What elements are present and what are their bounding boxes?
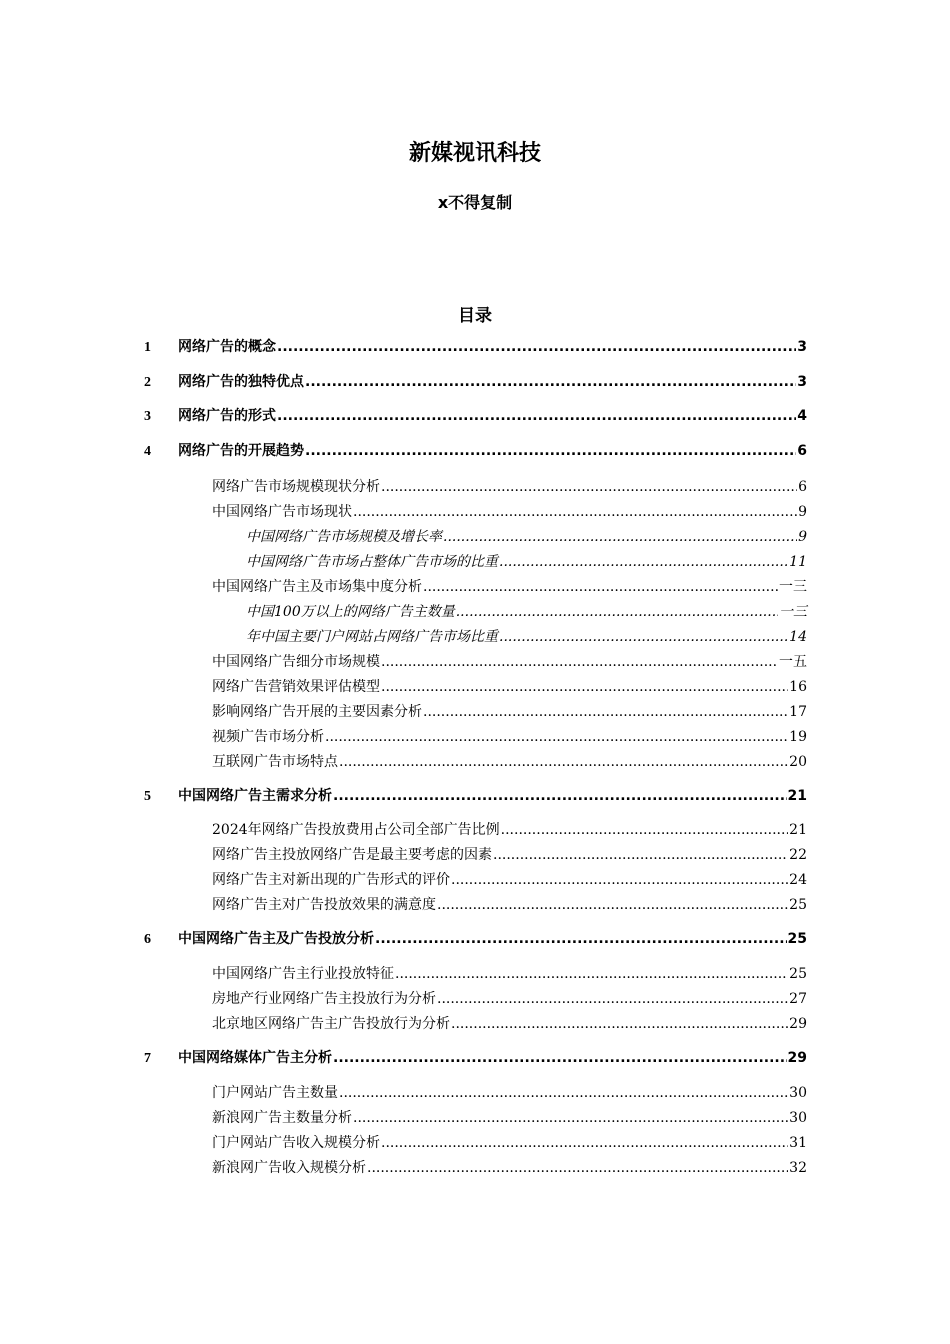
toc-dot-leader <box>381 679 788 695</box>
toc-page-number: 17 <box>789 704 807 720</box>
toc-entry-title: 房地产行业网络广告主投放行为分析 <box>212 991 436 1007</box>
toc-entry-title: 中国网络广告细分市场规模 <box>212 654 380 670</box>
toc-dot-leader <box>381 654 778 670</box>
toc-page-number: 30 <box>789 1110 807 1126</box>
toc-entry-title: 门户网站广告收入规模分析 <box>212 1135 380 1151</box>
toc-entry-title: 中国网络广告主及市场集中度分析 <box>212 579 422 595</box>
toc-entry[interactable] <box>144 405 807 427</box>
toc-page-number: 3 <box>797 339 807 355</box>
toc-entry[interactable] <box>212 1013 807 1035</box>
toc-entry-title: 中国网络广告市场占整体广告市场的比重 <box>246 554 498 570</box>
document-subtitle: x不得复制 <box>437 193 513 212</box>
toc-page-number: 22 <box>789 847 807 863</box>
toc-dot-leader <box>333 1050 787 1066</box>
toc-entry-title: 中国网络广告主需求分析 <box>178 788 332 804</box>
toc-dot-leader <box>437 991 788 1007</box>
toc-entry-title: 网络广告的独特优点 <box>178 374 304 390</box>
toc-entry-title: 网络广告市场规模现状分析 <box>212 479 380 495</box>
toc-dot-leader <box>451 1016 788 1032</box>
toc-dot-leader <box>456 604 778 620</box>
toc-entry-number: 1 <box>144 340 151 355</box>
toc-page-number: 一三 <box>779 579 807 595</box>
toc-page-number: 9 <box>798 529 807 545</box>
toc-entry-number: 6 <box>144 932 151 947</box>
toc-entry-title: 中国网络广告市场现状 <box>212 504 352 520</box>
toc-dot-leader <box>305 443 796 459</box>
toc-page-number: 30 <box>789 1085 807 1101</box>
toc-entry[interactable] <box>212 476 807 498</box>
toc-entry[interactable] <box>212 501 807 523</box>
toc-dot-leader <box>353 504 797 520</box>
toc-page-number: 21 <box>789 822 807 838</box>
toc-page-number: 6 <box>797 443 807 459</box>
toc-entry-title: 中国100万以上的网络广告主数量 <box>246 604 455 620</box>
toc-dot-leader <box>423 579 778 595</box>
toc-entry-title: 网络广告的开展趋势 <box>178 443 304 459</box>
toc-page-number: 9 <box>798 504 807 520</box>
toc-page-number: 32 <box>789 1160 807 1176</box>
toc-entry-number: 4 <box>144 444 151 459</box>
toc-dot-leader <box>339 1085 788 1101</box>
toc-dot-leader <box>277 408 796 424</box>
toc-entry-title: 门户网站广告主数量 <box>212 1085 338 1101</box>
toc-entry-title: 网络广告营销效果评估模型 <box>212 679 380 695</box>
toc-entry-number: 2 <box>144 375 151 390</box>
toc-dot-leader <box>499 554 788 570</box>
toc-entry[interactable] <box>212 676 807 698</box>
toc-dot-leader <box>499 629 788 645</box>
toc-page-number: 29 <box>789 1016 807 1032</box>
toc-entry[interactable] <box>144 785 807 807</box>
toc-dot-leader <box>395 966 788 982</box>
toc-dot-leader <box>305 374 796 390</box>
toc-dot-leader <box>333 788 787 804</box>
toc-page-number: 11 <box>789 554 807 570</box>
toc-entry[interactable] <box>212 1082 807 1104</box>
toc-page-number: 一五 <box>779 654 807 670</box>
toc-dot-leader <box>381 1135 788 1151</box>
toc-entry-title: 中国网络广告主及广告投放分析 <box>178 931 374 947</box>
toc-page-number: 6 <box>798 479 807 495</box>
toc-dot-leader <box>277 339 796 355</box>
toc-entry[interactable] <box>212 988 807 1010</box>
toc-dot-leader <box>451 872 788 888</box>
toc-entry[interactable] <box>144 1047 807 1069</box>
toc-entry[interactable] <box>144 336 807 358</box>
toc-entry[interactable] <box>212 651 807 673</box>
toc-entry[interactable] <box>246 526 807 548</box>
toc-entry-title: 互联网广告市场特点 <box>212 754 338 770</box>
toc-entry-title: 中国网络广告市场规模及增长率 <box>246 529 442 545</box>
toc-dot-leader <box>339 754 788 770</box>
toc-entry[interactable] <box>144 371 807 393</box>
toc-entry-number: 7 <box>144 1051 151 1066</box>
toc-entry-title: 网络广告的形式 <box>178 408 276 424</box>
toc-entry[interactable] <box>212 819 807 841</box>
toc-dot-leader <box>325 729 788 745</box>
toc-page-number: 16 <box>789 679 807 695</box>
toc-entry[interactable] <box>212 726 807 748</box>
toc-entry[interactable] <box>212 576 807 598</box>
toc-entry-title: 网络广告的概念 <box>178 339 276 355</box>
toc-entry-number: 3 <box>144 409 151 424</box>
toc-page-number: 21 <box>787 788 807 804</box>
toc-heading: 目录 <box>458 306 492 326</box>
toc-dot-leader <box>437 897 788 913</box>
toc-entry-title: 中国网络媒体广告主分析 <box>178 1050 332 1066</box>
toc-page-number: 3 <box>797 374 807 390</box>
toc-entry[interactable] <box>212 894 807 916</box>
toc-dot-leader <box>375 931 787 947</box>
toc-entry[interactable] <box>212 1157 807 1179</box>
toc-dot-leader <box>493 847 788 863</box>
toc-page-number: 31 <box>789 1135 807 1151</box>
toc-page-number: 24 <box>789 872 807 888</box>
toc-entry-title: 网络广告主对新出现的广告形式的评价 <box>212 872 450 888</box>
toc-entry-title: 影响网络广告开展的主要因素分析 <box>212 704 422 720</box>
toc-dot-leader <box>423 704 788 720</box>
toc-page-number: 20 <box>789 754 807 770</box>
toc-page-number: 19 <box>789 729 807 745</box>
toc-entry[interactable] <box>246 626 807 648</box>
toc-page-number: 27 <box>789 991 807 1007</box>
toc-entry[interactable] <box>246 601 807 623</box>
toc-entry-title: 新浪网广告主数量分析 <box>212 1110 352 1126</box>
toc-dot-leader <box>501 822 789 838</box>
toc-entry[interactable] <box>212 963 807 985</box>
toc-page-number: 4 <box>797 408 807 424</box>
toc-entry[interactable] <box>212 751 807 773</box>
toc-dot-leader <box>443 529 797 545</box>
toc-page-number: 25 <box>789 897 807 913</box>
toc-entry-title: 2024年网络广告投放费用占公司全部广告比例 <box>212 822 500 838</box>
toc-entry[interactable] <box>144 928 807 950</box>
toc-dot-leader <box>353 1110 788 1126</box>
toc-page-number: 25 <box>787 931 807 947</box>
toc-entry-title: 网络广告主对广告投放效果的满意度 <box>212 897 436 913</box>
toc-entry[interactable] <box>212 701 807 723</box>
toc-entry[interactable] <box>212 869 807 891</box>
toc-page-number: 一三 <box>779 604 807 620</box>
toc-entry[interactable] <box>246 551 807 573</box>
toc-entry-title: 北京地区网络广告主广告投放行为分析 <box>212 1016 450 1032</box>
toc-entry[interactable] <box>212 844 807 866</box>
toc-entry-title: 视频广告市场分析 <box>212 729 324 745</box>
toc-dot-leader <box>381 479 797 495</box>
toc-page-number: 14 <box>789 629 807 645</box>
toc-entry-title: 新浪网广告收入规模分析 <box>212 1160 366 1176</box>
document-title: 新媒视讯科技 <box>408 141 541 166</box>
toc-entry-title: 网络广告主投放网络广告是最主要考虑的因素 <box>212 847 492 863</box>
toc-entry[interactable] <box>212 1107 807 1129</box>
toc-entry-title: 中国网络广告主行业投放特征 <box>212 966 394 982</box>
toc-entry[interactable] <box>212 1132 807 1154</box>
toc-entry-title: 年中国主要门户网站占网络广告市场比重 <box>246 629 498 645</box>
toc-entry[interactable] <box>144 440 807 462</box>
toc-page-number: 25 <box>789 966 807 982</box>
toc-dot-leader <box>367 1160 788 1176</box>
toc-entry-number: 5 <box>144 789 151 804</box>
toc-page-number: 29 <box>787 1050 807 1066</box>
